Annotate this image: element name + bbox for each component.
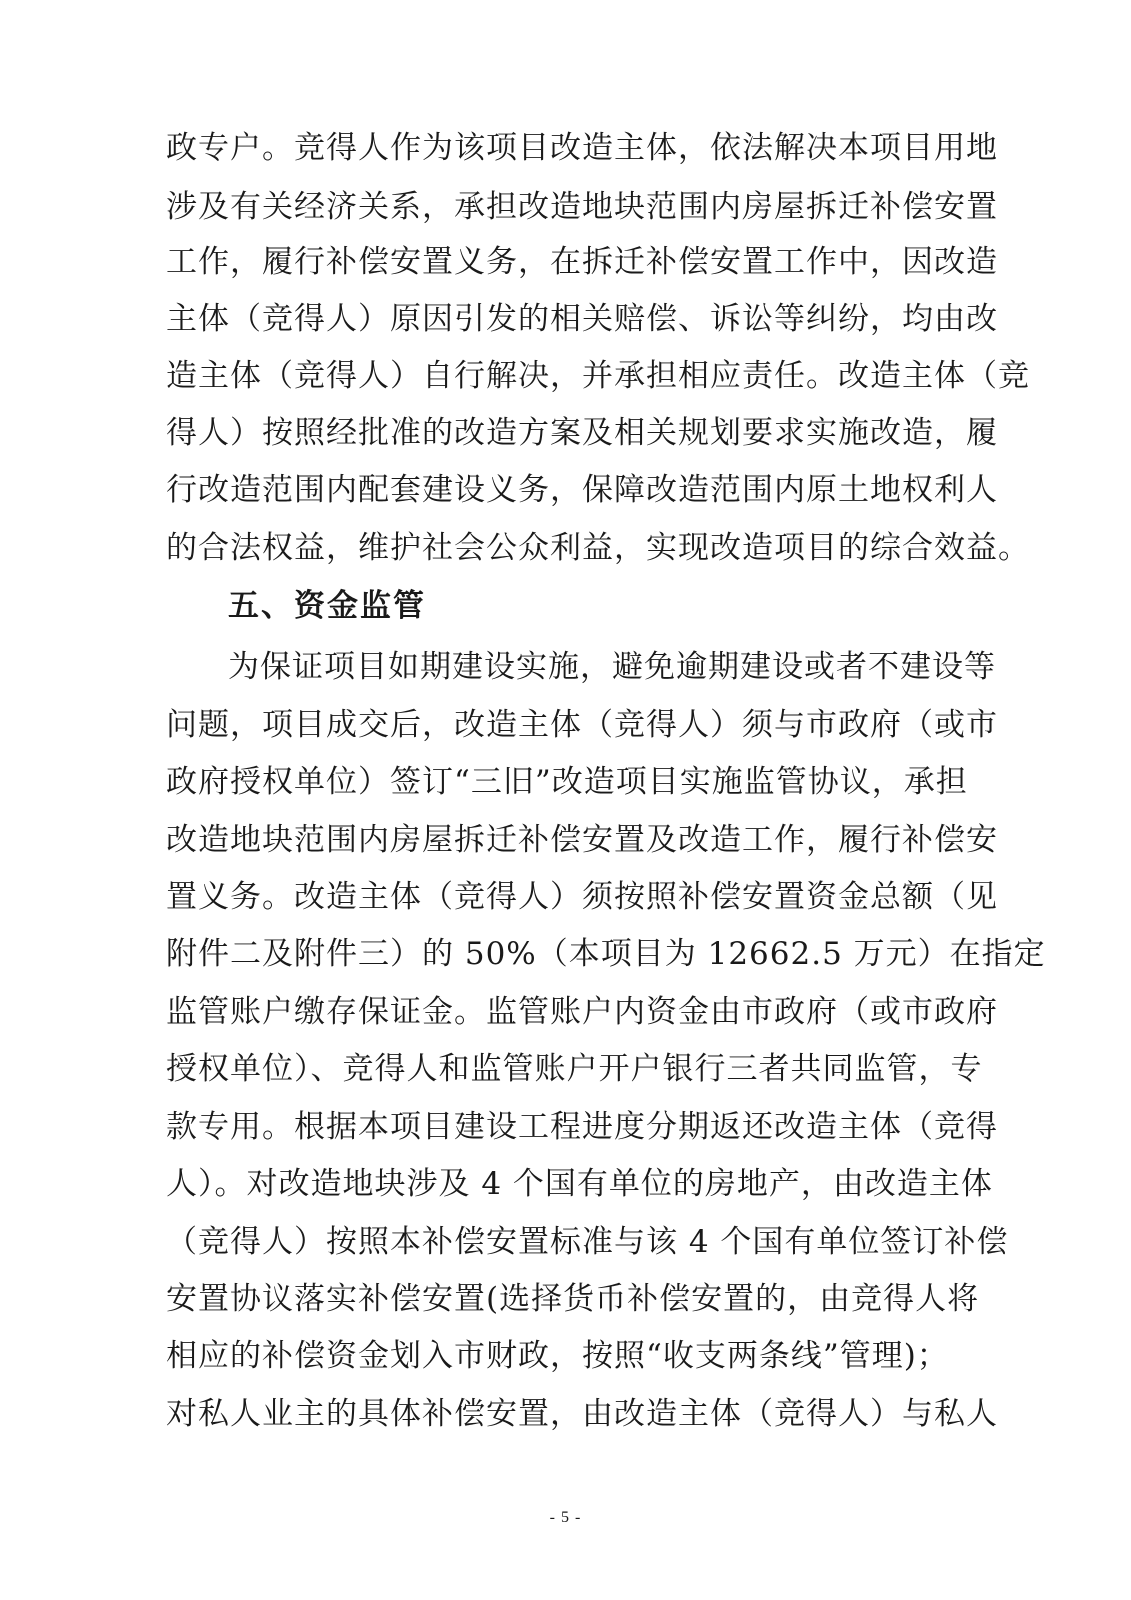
section-5-line-4: 改造地块范围内房屋拆迁补偿安置及改造工作，履行补偿安 — [166, 822, 998, 858]
section-5-line-10: 人）。对改造地块涉及 4 个国有单位的房地产，由改造主体 — [166, 1166, 993, 1202]
section-5-line-13: 相应的补偿资金划入市财政，按照“收支两条线”管理)； — [166, 1338, 949, 1374]
paragraph-1-line-3: 工作，履行补偿安置义务，在拆迁补偿安置工作中，因改造 — [166, 244, 998, 280]
section-5-line-1: 为保证项目如期建设实施，避免逾期建设或者不建设等 — [228, 649, 996, 685]
paragraph-1-line-8: 的合法权益，维护社会公众利益，实现改造项目的综合效益。 — [166, 530, 1030, 566]
paragraph-1-line-5: 造主体（竞得人）自行解决，并承担相应责任。改造主体（竞 — [166, 358, 1030, 394]
section-5-line-5: 置义务。改造主体（竞得人）须按照补偿安置资金总额（见 — [166, 879, 998, 915]
paragraph-1-line-1: 政专户。竞得人作为该项目改造主体，依法解决本项目用地 — [166, 130, 998, 166]
paragraph-1-line-4: 主体（竞得人）原因引发的相关赔偿、诉讼等纠纷，均由改 — [166, 301, 998, 337]
section-5-line-12: 安置协议落实补偿安置(选择货币补偿安置的，由竞得人将 — [166, 1281, 980, 1317]
section-heading-fund-supervision: 五、资金监管 — [228, 588, 426, 624]
section-5-line-7: 监管账户缴存保证金。监管账户内资金由市政府（或市政府 — [166, 994, 998, 1030]
section-5-line-8: 授权单位）、竞得人和监管账户开户银行三者共同监管，专 — [166, 1051, 983, 1087]
section-5-line-11: （竞得人）按照本补偿安置标准与该 4 个国有单位签订补偿 — [166, 1224, 1009, 1260]
section-5-line-9: 款专用。根据本项目建设工程进度分期返还改造主体（竞得 — [166, 1109, 998, 1145]
page-number: - 5 - — [549, 1509, 582, 1526]
paragraph-1-line-6: 得人）按照经批准的改造方案及相关规划要求实施改造，履 — [166, 415, 998, 451]
paragraph-1-line-7: 行改造范围内配套建设义务，保障改造范围内原土地权利人 — [166, 472, 998, 508]
section-5-line-3: 政府授权单位）签订“三旧”改造项目实施监管协议，承担 — [166, 764, 968, 800]
section-5-line-14: 对私人业主的具体补偿安置，由改造主体（竞得人）与私人 — [166, 1396, 998, 1432]
paragraph-1-line-2: 涉及有关经济关系，承担改造地块范围内房屋拆迁补偿安置 — [166, 189, 998, 225]
section-5-line-6: 附件二及附件三）的 50%（本项目为 12662.5 万元）在指定 — [166, 936, 1046, 972]
section-5-line-2: 问题，项目成交后，改造主体（竞得人）须与市政府（或市 — [166, 707, 998, 743]
